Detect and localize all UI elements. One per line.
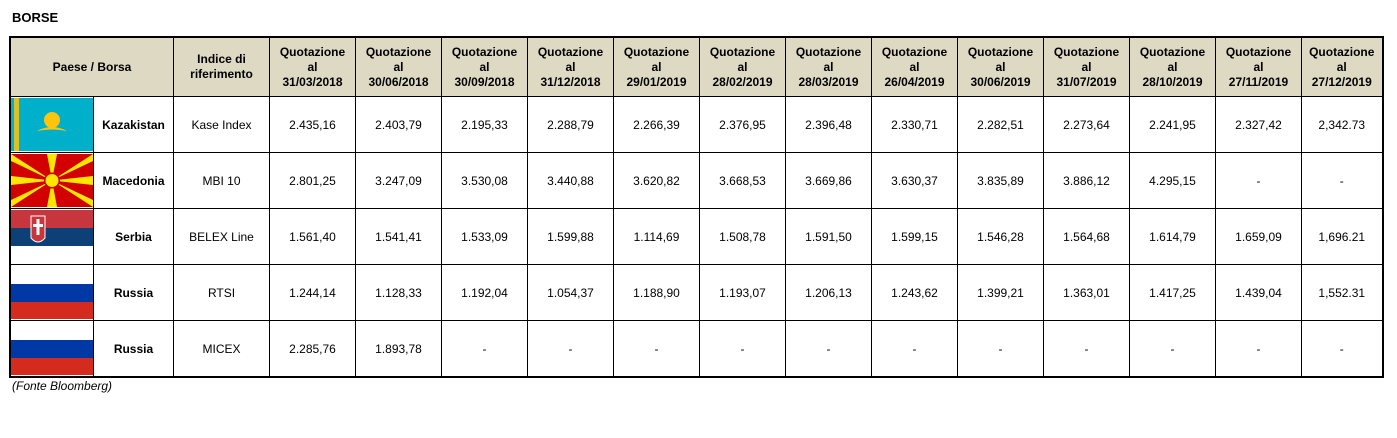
country-cell: Serbia: [94, 209, 174, 265]
value-cell: 2,342.73: [1302, 97, 1383, 153]
source-note: (Fonte Bloomberg): [12, 379, 113, 393]
value-cell: 1.508,78: [700, 209, 786, 265]
value-cell: 1.128,33: [356, 265, 442, 321]
header-quote-label: Quotazione: [795, 44, 862, 59]
header-date-5: [700, 37, 786, 97]
value-cell: 3.886,12: [1044, 153, 1130, 209]
header-al-label: al: [995, 59, 1006, 74]
value-cell: 1.614,79: [1130, 209, 1216, 265]
table-row: [10, 265, 1383, 321]
header-date-label: 27/12/2019: [1311, 74, 1372, 89]
header-quote-label: Quotazione: [1225, 44, 1292, 59]
value-cell: 4.295,15: [1130, 153, 1216, 209]
header-quote-label: Quotazione: [1053, 44, 1120, 59]
header-date-7: [872, 37, 958, 97]
value-cell: -: [700, 321, 786, 378]
index-cell: MICEX: [174, 321, 270, 378]
value-cell: -: [614, 321, 700, 378]
value-cell: 2.195,33: [442, 97, 528, 153]
header-quote-label: Quotazione: [279, 44, 346, 59]
header-al-label: al: [479, 59, 490, 74]
value-cell: -: [1216, 153, 1302, 209]
header-al-label: al: [1253, 59, 1264, 74]
header-date-label: 31/03/2018: [282, 74, 343, 89]
value-cell: 1.541,41: [356, 209, 442, 265]
header-date-9: [1044, 37, 1130, 97]
value-cell: 1,552.31: [1302, 265, 1383, 321]
macedonia-flag-icon: [10, 153, 94, 209]
header-al-label: al: [393, 59, 404, 74]
value-cell: 1.599,88: [528, 209, 614, 265]
value-cell: 3.835,89: [958, 153, 1044, 209]
value-cell: -: [1302, 321, 1383, 378]
header-al-label: al: [307, 59, 318, 74]
value-cell: 3.620,82: [614, 153, 700, 209]
value-cell: 1.533,09: [442, 209, 528, 265]
header-date-label: 28/02/2019: [712, 74, 773, 89]
value-cell: 2.273,64: [1044, 97, 1130, 153]
value-cell: 1.054,37: [528, 265, 614, 321]
value-cell: 2.288,79: [528, 97, 614, 153]
header-date-label: 29/01/2019: [626, 74, 687, 89]
kazakhstan-flag-icon: [10, 97, 94, 153]
value-cell: 3.530,08: [442, 153, 528, 209]
value-cell: 1.893,78: [356, 321, 442, 378]
header-date-8: [958, 37, 1044, 97]
header-date-11: [1216, 37, 1302, 97]
header-al-label: al: [651, 59, 662, 74]
index-cell: RTSI: [174, 265, 270, 321]
index-cell: MBI 10: [174, 153, 270, 209]
header-country: Paese / Borsa: [10, 37, 174, 97]
index-cell: Kase Index: [174, 97, 270, 153]
header-quote-label: Quotazione: [451, 44, 518, 59]
table-row: [10, 153, 1383, 209]
header-date-label: 31/07/2019: [1056, 74, 1117, 89]
header-date-12: [1302, 37, 1383, 97]
value-cell: 1.206,13: [786, 265, 872, 321]
serbia-flag-icon: [10, 209, 94, 265]
header-date-label: 28/03/2019: [798, 74, 859, 89]
header-index-line1: Indice di: [197, 52, 246, 66]
header-quote-label: Quotazione: [881, 44, 948, 59]
header-quote-label: Quotazione: [1309, 44, 1375, 59]
header-al-label: al: [1081, 59, 1092, 74]
value-cell: 2.330,71: [872, 97, 958, 153]
value-cell: 2.285,76: [270, 321, 356, 378]
index-cell: BELEX Line: [174, 209, 270, 265]
header-index: [174, 37, 270, 97]
header-al-label: al: [909, 59, 920, 74]
value-cell: 2.327,42: [1216, 97, 1302, 153]
header-date-label: 30/06/2018: [368, 74, 429, 89]
header-row: [10, 37, 1383, 97]
header-al-label: al: [823, 59, 834, 74]
country-cell: Russia: [94, 321, 174, 378]
value-cell: -: [1044, 321, 1130, 378]
value-cell: -: [872, 321, 958, 378]
value-cell: 2.241,95: [1130, 97, 1216, 153]
value-cell: 3.247,09: [356, 153, 442, 209]
russia-flag-icon: [10, 321, 94, 378]
value-cell: 1.243,62: [872, 265, 958, 321]
value-cell: -: [1302, 153, 1383, 209]
value-cell: 1.546,28: [958, 209, 1044, 265]
value-cell: -: [528, 321, 614, 378]
value-cell: 2.396,48: [786, 97, 872, 153]
header-quote-label: Quotazione: [623, 44, 690, 59]
value-cell: 3.669,86: [786, 153, 872, 209]
value-cell: 1.564,68: [1044, 209, 1130, 265]
header-date-label: 30/06/2019: [970, 74, 1031, 89]
russia-flag-icon: [10, 265, 94, 321]
value-cell: 3.668,53: [700, 153, 786, 209]
header-date-3: [528, 37, 614, 97]
header-quote-label: Quotazione: [1139, 44, 1206, 59]
value-cell: 1.188,90: [614, 265, 700, 321]
value-cell: 3.440,88: [528, 153, 614, 209]
header-al-label: al: [1336, 59, 1347, 74]
value-cell: 1.114,69: [614, 209, 700, 265]
header-date-4: [614, 37, 700, 97]
page-title: BORSE: [12, 10, 59, 25]
header-al-label: al: [1167, 59, 1178, 74]
header-date-label: 28/10/2019: [1142, 74, 1203, 89]
value-cell: 2.801,25: [270, 153, 356, 209]
value-cell: 1.561,40: [270, 209, 356, 265]
header-quote-label: Quotazione: [365, 44, 432, 59]
header-date-label: 31/12/2018: [540, 74, 601, 89]
value-cell: 1.363,01: [1044, 265, 1130, 321]
value-cell: -: [442, 321, 528, 378]
value-cell: 1.659,09: [1216, 209, 1302, 265]
table-row: [10, 321, 1383, 378]
country-cell: Kazakistan: [94, 97, 174, 153]
value-cell: 1.192,04: [442, 265, 528, 321]
value-cell: 1.399,21: [958, 265, 1044, 321]
table-row: [10, 97, 1383, 153]
value-cell: 2.376,95: [700, 97, 786, 153]
header-date-label: 26/04/2019: [884, 74, 945, 89]
value-cell: 1.599,15: [872, 209, 958, 265]
header-quote-label: Quotazione: [537, 44, 604, 59]
header-date-1: [356, 37, 442, 97]
header-al-label: al: [737, 59, 748, 74]
header-date-0: [270, 37, 356, 97]
value-cell: -: [1216, 321, 1302, 378]
header-index-line2: riferimento: [190, 67, 253, 81]
stock-table: [9, 36, 1384, 378]
country-cell: Macedonia: [94, 153, 174, 209]
value-cell: 3.630,37: [872, 153, 958, 209]
value-cell: 1,696.21: [1302, 209, 1383, 265]
value-cell: 1.417,25: [1130, 265, 1216, 321]
value-cell: -: [786, 321, 872, 378]
value-cell: -: [1130, 321, 1216, 378]
header-quote-label: Quotazione: [709, 44, 776, 59]
value-cell: 1.591,50: [786, 209, 872, 265]
country-cell: Russia: [94, 265, 174, 321]
value-cell: 2.266,39: [614, 97, 700, 153]
value-cell: -: [958, 321, 1044, 378]
value-cell: 1.193,07: [700, 265, 786, 321]
header-date-label: 27/11/2019: [1228, 74, 1289, 89]
value-cell: 2.403,79: [356, 97, 442, 153]
value-cell: 1.244,14: [270, 265, 356, 321]
header-date-6: [786, 37, 872, 97]
header-date-10: [1130, 37, 1216, 97]
header-al-label: al: [565, 59, 576, 74]
header-date-label: 30/09/2018: [454, 74, 515, 89]
header-quote-label: Quotazione: [967, 44, 1034, 59]
table-row: [10, 209, 1383, 265]
value-cell: 1.439,04: [1216, 265, 1302, 321]
header-date-2: [442, 37, 528, 97]
value-cell: 2.282,51: [958, 97, 1044, 153]
value-cell: 2.435,16: [270, 97, 356, 153]
